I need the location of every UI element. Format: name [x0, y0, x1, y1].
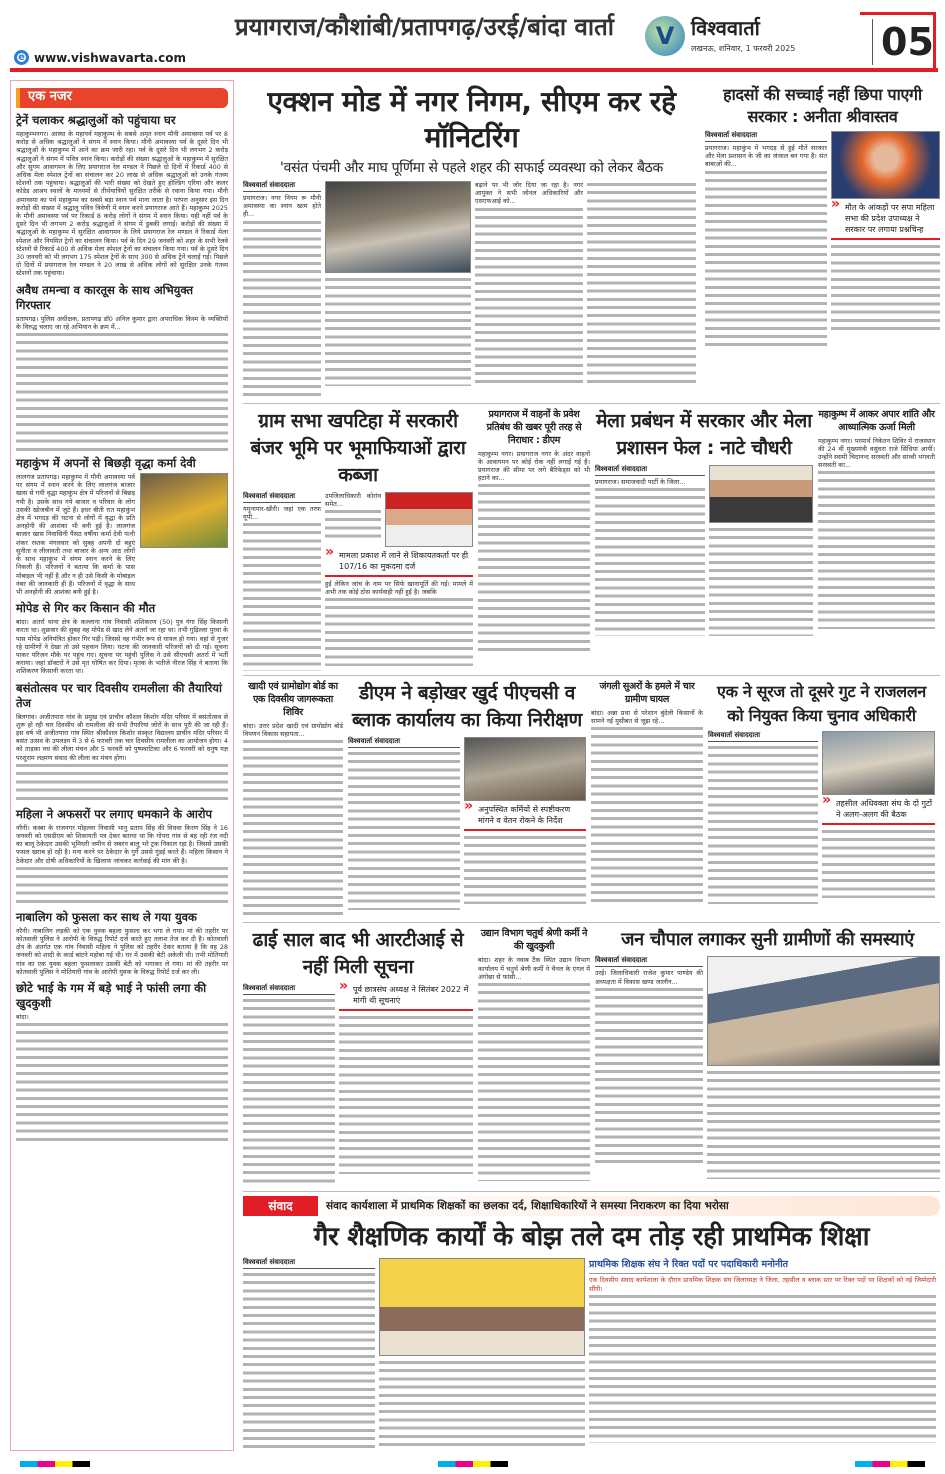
article-body: बढ़ाने पर भी जोर दिया जा रहा है। नगर आयुक्त ने सभी जोनल अधिकारियों और एसएफआई को...: [475, 181, 583, 206]
article-body: यमुनापार-खीरी। जहां एक तरफ यूपी...: [243, 504, 321, 521]
workshop-stage-photo: [379, 1258, 585, 1356]
article-body: बांदा। अतर्रा थाना क्षेत्र के कल्लाना गांव निवासी शशिकरण (50) पुत्र गंगा सिंह किसानी करता था। शुक्रवार की सुबह वह मोपेड से खाद लेने अतर्रा जा रहा था। तभी गुढ़िल्ला पुरवा के पास मोपेड अनियंत्रित होकर गिर पड़ी। जिससे वह गंभीर रूप से घायल हो गया। वहां से गुजर रहे ग्रामीणों ने देखा तो उसे पहचान लिया। घटना की जानकारी परिजनों को दी गई। सूचना पाकर परिजन मौके पर पहुंच गए। सूचना पर पहुंची पुलिस ने उसे सीएचसी अतर्रा में भर्ती कराया। जहां डॉक्टरों ने उसे मृत घोषित कर दिया। मृतक के भतीजे नीरज सिंह ने बताया कि शशिकरण किसानी करता था।: [16, 618, 228, 676]
rti-column: [339, 1014, 473, 1174]
udyan-headline: उद्यान विभाग चतुर्थ श्रेणी कर्मी ने की खुदकुशी: [480, 928, 588, 953]
lead-article: [243, 84, 700, 399]
nate-headline: मेला प्रबंधन में सरकार और मेला प्रशासन फेल : नाटे चौधरी: [596, 409, 812, 459]
article-body: प्रयागराज। समाजवादी पार्टी के जिला...: [595, 477, 686, 486]
article-title: मोपेड से गिर कर किसान की मौत: [16, 601, 156, 616]
dateline: लखनऊ, शनिवार, 1 फरवरी 2025: [691, 44, 796, 53]
left-article: [16, 807, 228, 905]
page-section-title: प्रयागराज/कौशांबी/प्रतापगढ़/उरई/बांदा वार्ता: [235, 13, 614, 41]
website-link[interactable]: [14, 50, 186, 65]
article-body: बांदा। अन्ना प्रथा से परेशान बुंदेली किसानों के सामने नई मुसीबत से जूझ रहे...: [591, 709, 703, 726]
header-divider: [10, 68, 938, 72]
masthead-logo: [645, 16, 795, 56]
chaupal-article: [595, 927, 940, 1187]
samvad-tag: संवाद: [243, 1196, 318, 1216]
lead-headline: एक्शन मोड में नगर निगम, सीएम कर रहे मॉनिटरिंग: [267, 85, 676, 154]
left-article: [16, 681, 228, 802]
registration-strip: [0, 1461, 945, 1469]
khaptiha-headline: ग्राम सभा खपटिहा में सरकारी बंजर भूमि पर भूमाफियाओं द्वारा कब्जा: [250, 409, 466, 486]
article-body: प्रयागराज। महाकुंभ में भगदड़ से हुई मौतें सरकार और मेला प्रशासन के जी का जंजाल बन गया है। संत बाबाओं की...: [705, 144, 827, 169]
rti-article: [243, 927, 473, 1187]
advocates-article: [708, 680, 935, 918]
lead-column: [475, 181, 583, 386]
dm-inspection-photo: [464, 737, 586, 801]
article-body: बांदा।: [16, 1012, 29, 1021]
advocates-column: [708, 731, 818, 904]
chaupal-column: [707, 1069, 940, 1179]
article-body: महाकुम्भ नगर। प्रयागराज नगर के अंदर वाहनों के आवागमन पर कोई रोक नहीं लगाई गई है। प्रयागराज की सीमा पर लगे बैरिकेड्स को भी हटाने का...: [478, 449, 590, 483]
advocates-meeting-photo: [822, 731, 935, 795]
rti-headline: ढाई साल बाद भी आरटीआई से नहीं मिली सूचना: [252, 929, 464, 979]
article-body: उरई। जिलाधिकारी राजेश कुमार पाण्डेय की अध्यक्षता में विकास खण्ड जालौन...: [595, 969, 703, 986]
anita-article: [705, 84, 940, 399]
jan-chaupal-photo: [707, 956, 940, 1066]
officials-group-photo: [325, 181, 471, 273]
article-title: बसंतोत्सव पर चार दिवसीय रामलीला की तैयारियां तेज: [16, 680, 222, 710]
byline: विश्ववार्ता संवाददाता: [708, 731, 818, 742]
inset-title: प्राथमिक शिक्षक संघ ने रिक्त पदों पर पदाधिकारी मनोनीत: [589, 1258, 936, 1274]
vehicles-headline: प्रयागराज में वाहनों के प्रवेश प्रतिबंध की खबर पूरी तरह से निराधार : डीएम: [486, 408, 582, 446]
left-article: [16, 113, 228, 278]
byline: विश्ववार्ता संवाददाता: [595, 465, 705, 476]
color-registration-bar: [20, 1461, 90, 1467]
news-row: [243, 923, 940, 1192]
article-body: बांदा। उत्तर प्रदेश खादी एवं ग्रामोद्योग बोर्ड विपणन विकास सहायता...: [243, 722, 343, 739]
lead-column: [325, 181, 471, 386]
vasundhara-column: [818, 437, 935, 630]
article-body: नरैनी। नाबालिग लड़की को एक युवक बहला फुसला कर भगा ले गया। मां की तहरीर पर कोतवाली पुलिस ने आरोपी के विरुद्ध रिपोर्ट दर्ज करते हुए तलाश तेज कर दी है। कोतवाली क्षेत्र के अंतर्गत एक गांव निवासी महिला ने पुलिस को तहरीर देकर बताया है कि वह 28 जनवरी को शादी के कार्ड बांटने महोबा गई थी। घर में उसकी बेटी अकेली थी। तभी मोतियारी गांव का एक युवक बहला फुसलाकर उसकी बेटी को भगाकर ले गया। मां की तहरीर पर कोतवाली पुलिस ने मोतियारी गांव के आरोपी युवक के विरुद्ध रिपोर्ट दर्ज कर ली।: [16, 926, 228, 976]
samvad-inset-box: [589, 1258, 936, 1442]
khadi-headline: खादी एवं ग्रामोद्योग बोर्ड का एक दिवसीय जागरूकता शिविर: [248, 681, 338, 719]
anita-inset: » मौत के आंकड़ों पर सपा महिला सभा की प्रदेश उपाध्यक्ष ने सरकार पर लगाया प्रश्नचिन्ह: [831, 202, 940, 240]
article-title: महाकुंभ में अपनों से बिछड़ी वृद्धा कर्मा देवी: [16, 456, 196, 471]
byline: विश्ववार्ता संवाददाता: [243, 492, 321, 503]
news-row: [243, 676, 940, 923]
news-row: [243, 80, 940, 404]
byline: विश्ववार्ता संवाददाता: [705, 131, 827, 142]
khaptiha-inset: » मामला प्रकाश में लाने से शिकायतकर्ता पर ही 107/16 का मुकदमा दर्ज: [325, 550, 473, 577]
browser-icon: e: [14, 50, 29, 65]
left-column-frame: [10, 80, 234, 1451]
samvad-headline: गैर शैक्षणिक कार्यों के बोझ तले दम तोड़ रही प्राथमिक शिक्षा: [313, 1222, 870, 1253]
chaupal-column: [595, 956, 703, 1165]
dm-article: [348, 680, 586, 918]
page-number: 05: [872, 19, 934, 65]
dm-inset: » अनुपस्थित कर्मियों से स्पष्टीकरण मांगने व वेतन रोकने के निर्देश: [464, 804, 586, 831]
article-body: बिलगांव। अजीतपारा गांव के प्रमुख एवं प्राचीन कौशल किशोर मंदिर परिसर में बसंतोत्सव से शुरू हो रही चार दिवसीय श्री रामलीला की सभी तैयारियां जोरों के साथ पूरी की जा रही हैं। इस वर्ष भी अजीतपारा गांव स्थित श्रीकौशल किशोर संस्कृत विद्यालय प्राचीन मंदिर परिसर में बसंत उत्सव के उपलक्ष्य में 3 से 6 फरवरी तक चार दिवसीय रामलीला का आयोजन होगा। 4 को ताड़का वध की लीला मंचन और 5 फरवरी को पुष्पवाटिका और 6 फरवरी को धनुष यज्ञ परशुराम लक्ष्मण संवाद की लीला का मंचन होगा।: [16, 712, 228, 762]
khaptiha-column: [325, 492, 381, 538]
article-title: नाबालिग को फुसला कर साथ ले गया युवक: [16, 909, 197, 924]
boar-headline: जंगली सुअरों के हमले में चार ग्रामीण घायल: [599, 681, 695, 706]
chaupal-headline: जन चौपाल लगाकर सुनी ग्रामीणों की समस्याएं: [621, 929, 914, 951]
news-row: [243, 404, 940, 676]
article-title: महिला ने अफसरों पर लगाए धमकाने के आरोप: [16, 806, 213, 821]
lead-subhead: 'वसंत पंचमी और माघ पूर्णिमा से पहले शहर की सफाई व्यवस्था को लेकर बैठक: [280, 160, 663, 176]
website-url: www.vishwavarta.com: [34, 50, 186, 65]
left-article: [16, 601, 228, 675]
elderly-woman-photo: [140, 473, 228, 548]
khaptiha-column: [325, 580, 473, 666]
vasundhara-headline: महाकुम्भ में आकर अपार शांति और आध्यात्मिक ऊर्जा मिली: [818, 408, 935, 433]
byline: विश्ववार्ता संवाददाता: [243, 1258, 375, 1269]
byline: विश्ववार्ता संवाददाता: [243, 181, 321, 192]
byline: विश्ववार्ता संवाददाता: [348, 737, 460, 748]
left-article: [16, 910, 228, 976]
vehicles-column: [478, 450, 590, 653]
color-registration-bar: [855, 1461, 925, 1467]
nate-column: [709, 465, 813, 636]
lead-column: [243, 181, 321, 399]
khaptiha-column: [243, 492, 321, 671]
dm-column: [464, 834, 586, 904]
article-title: ट्रेनें चलाकर श्रद्धालुओं को पहुंचाया घर: [16, 113, 176, 127]
boar-column: [591, 709, 703, 905]
article-body: हुई लेकिन जांच के नाम पर सिर्फ खानापूर्ति की गई। मामले में अभी तक कोई ठोस कार्यवाही नहीं हुई है। जबकि: [325, 579, 473, 596]
samvad-article: [243, 1258, 940, 1451]
anita-column: [705, 131, 827, 349]
globe-logo-icon: V: [645, 16, 685, 56]
advocates-inset: » तहसील अधिवक्ता संघ के दो गुटों ने अलग-अलग की बैठक: [822, 798, 935, 825]
samvad-kicker: संवाद कार्यशाला में प्राथमिक शिक्षकों का छलका दर्द, शिक्षाधिकारियों ने समस्या निराकरण का दिया भरोसा: [326, 1200, 729, 1213]
boar-article: [591, 680, 703, 918]
article-title: अवैध तमन्चा व कारतूस के साथ अभियुक्त गिरफ्तार: [16, 282, 194, 312]
left-article: [16, 456, 228, 596]
article-body: महाकुम्भनगर। आस्था के महापर्व महाकुम्भ के सबसे अमृत स्नान मौनी अमावस्या पर्व पर 8 करोड़ से अधिक श्रद्धालुओं ने संगम में स्नान किया। मौनी अमावस्या पर्व के दूसरे दिन भी श्रद्धालुओं के महाकुम्भ में आने का क्रम जारी रहा। पर्व के दूसरे दिन भी लगभग 2 करोड़ श्रद्धालुओं ने संगम में पवित्र स्नान किया। करोड़ों की संख्या श्रद्धालुओं के महाकुम्भ में सुरक्षित और सुगम आवागमन के लिए प्रयागराज रेल मण्डल ने पिछले दो दिनों में रिकार्ड 400 से अधिक मेला स्पेशल ट्रेनों का संचालन कर 20 लाख से अधिक श्रद्धालुओं को उनके गंतव्य स्टेशनों तक पहुंचाया। श्रद्धालुओं की भारी संख्या को देखते हुए होल्डिंग एरिया और कलर कोडेड आश्रय स्थलों के माध्यमों से तीर्थयात्रियों सुरक्षित तरीके से रवाना किया गया। मौनी अमावस्या का पर्व महाकुम्भ का सबसे बड़ा स्नान पर्व माना जाता है। परंपरा अनुसार इस दिन करोड़ों की संख्या में श्रद्धालु पवित्र त्रिवेणी में स्नान करने प्रयागराज आते हैं। महाकुम्भ 2025 के मौनी अमावस्या पर्व पर रिकार्ड 8 करोड़ लोगों ने संगम में स्नान किया। यही नहीं पर्व के दूसरे दिन भी लगभग 2 करोड़ श्रद्धालुओं ने संगम में डुबकी लगाई। करोड़ों की संख्या में श्रद्धालुओं के महाकुम्भ में सुरक्षित आवागमन के लिये प्रयागराज रेल मण्डल ने रिकार्ड मेला स्पेशल और नियमित ट्रेनों का संचालन किया। पर्व के दिन 29 जनवरी को शहर के सभी रेलवे स्टेशनों से रिकार्ड 400 से अधिक मेला स्पेशल ट्रेनों का संचालन किया गया। पर्व के दूसरे दिन 30 जनवरी को भी लगभग 175 स्पेशल ट्रेनों के साथ 300 से अधिक ट्रेनें चलाई गईं। पिछले दो दिनों में प्रयागराज रेल मण्डल ने 20 लाख से अधिक लोगों को सुरक्षित उनके गंतव्य स्टेशनों तक पहुंचाया।: [16, 130, 228, 278]
rti-column: [243, 984, 335, 1187]
nate-article: [595, 408, 813, 671]
anita-column: [831, 131, 940, 333]
person-photo: [385, 492, 473, 547]
byline: विश्ववार्ता संवाददाता: [595, 956, 703, 967]
khaptiha-article: [243, 408, 473, 671]
anita-headline: हादसों की सच्चाई नहीं छिपा पाएगी सरकार : अनीता श्रीवास्तव: [723, 85, 922, 126]
nate-chaudhary-photo: [709, 465, 813, 523]
samvad-column: [243, 1258, 375, 1451]
vasundhara-article: [818, 408, 935, 671]
dm-headline: डीएम ने बड़ोखर खुर्द पीएचसी व ब्लाक कार्यालय का किया निरीक्षण: [352, 682, 582, 732]
article-body: नरैनी। कस्बा के राजनगर मोहल्ला निवासी भानु प्रताप सिंह की विधवा किरण सिंह ने 16 जनवरी को एसडीएम को शिकायती पत्र देकर बताया था कि गोपरा गांव से बह रही रंज नदी का बालू ठेकेदार उसकी भूमिधरी जमीन से जबरन बालू भरे ट्रक निकाल रहा है। जिससे उसकी फसल खराब हो रही है। मना करने पर ठेकेदार के गुर्गे उससे गुंडई करते हैं। महिला किसान ने ठेकेदार और दोषी अधिकारियों के खिलाफ जांचकर कार्रवाई की मांग की है।: [16, 823, 229, 865]
article-body: प्रयागराज। नगर निगम रू मौनी अमावस्या का स्नान खत्म होते ही...: [243, 194, 321, 219]
brand-name: विश्ववार्ता: [691, 16, 760, 40]
color-registration-bar: [438, 1461, 508, 1467]
article-title: छोटे भाई के गम में बड़े भाई ने फांसी लगा की खुदकुशी: [16, 980, 207, 1010]
article-body: लालगंज प्रतापगढ़। महाकुम्भ में मौनी अमावस्या पर्व पर संगम में स्नान करने के लिए लालगंज बाजार खास से गयी वृद्धा महाकुंभ क्षेत्र में परिजनों से बिछड़ गयी है। उसके साथ गये बाजार व परिवार के लोग उसकी खोजबीन में जुटे हैं। इधर बीती रात महाकुंभ क्षेत्र में भगदड़ की घटना से लोगों में वृद्धा के प्रति अनहोनी की आशंका भी बनी हुई है। लालगंज बाजार खास निवासिनी पैंसठ वर्षीया कर्मा देवी पत्नी शंकर रस्तक मंगलवार को सुबह अपनी दो बहुएं सुनीता व लीलावती तथा बाजार के अन्य आठ लोगों के साथ महाकुंभ में संगम स्नान करने के लिए निकली हैं। परिजनों ने बताया कि कर्मा के पास मोबाइल भी नहीं है और न ही उसे किसी के मोबाइल नंबर की जानकारी ही है। परिजनों में वृद्धा के साथ भी अनहोनी की आशंका बनी हुई है।: [16, 473, 135, 596]
samvad-column: [379, 1258, 585, 1449]
advocates-column: [822, 828, 935, 898]
advocates-headline: एक ने सूरज तो दूसरे गुट ने राजललन को नियुक्त किया चुनाव अधिकारी: [717, 682, 926, 726]
khadi-article: [243, 680, 343, 918]
masthead: [0, 0, 945, 80]
anita-portrait-photo: [831, 131, 940, 199]
khadi-column: [243, 722, 343, 918]
inset-body: एक दिवसीय संवाद कार्यशाला के दौरान प्राथमिक शिक्षक संघ जिलाध्यक्ष ने जिला, तहसील व ब्लाक स्तर पर रिक्त पदों पर शिक्षकों को नई जिम्मेदारी सौंपी।: [589, 1276, 936, 1293]
udyan-article: [478, 927, 590, 1187]
article-body: महाकुम्भ नगर। परमार्थ निकेतन शिविर में राजस्थान की 24 वीं मुख्यमंत्री वसुंधरा राजे सिंधिया आयीं। उन्होंने स्वामी चिदानन्द सरस्वती और साध्वी भगवती सरस्वती का...: [818, 436, 935, 470]
page-number-box: [860, 12, 936, 72]
article-body: बांदा। शहर के नवाब टैंक स्थित उद्यान विभाग कार्यालय में चतुर्थ श्रेणी कर्मी ने चैनल के एंगल में अंगोछा से फांसी...: [478, 956, 590, 981]
article-body: प्रतापगढ़। पुलिस अधीक्षक, प्रतापगढ़ डॉ0 अनिल कुमार द्वारा अपराधिक किस्म के व्यक्तियों के विरुद्ध चलाए जा रहे अभियान के क्रम में...: [16, 314, 228, 331]
dm-column: [348, 737, 460, 910]
article-body: उपजिलाधिकारी कोरांव समेत...: [325, 491, 381, 508]
vehicles-article: [478, 408, 590, 671]
section-label: एक नजर: [16, 88, 228, 108]
left-article: [16, 283, 228, 451]
byline: विश्ववार्ता संवाददाता: [243, 984, 335, 995]
nate-column: [595, 465, 705, 636]
rti-inset: » पूर्व छात्रसंघ अध्यक्ष ने सितंबर 2022 में मांगी थी सूचनाएं: [339, 984, 473, 1011]
udyan-column: [478, 956, 590, 1181]
samvad-banner: [243, 1196, 940, 1216]
left-article: [16, 981, 228, 1141]
lead-column: [587, 181, 696, 386]
